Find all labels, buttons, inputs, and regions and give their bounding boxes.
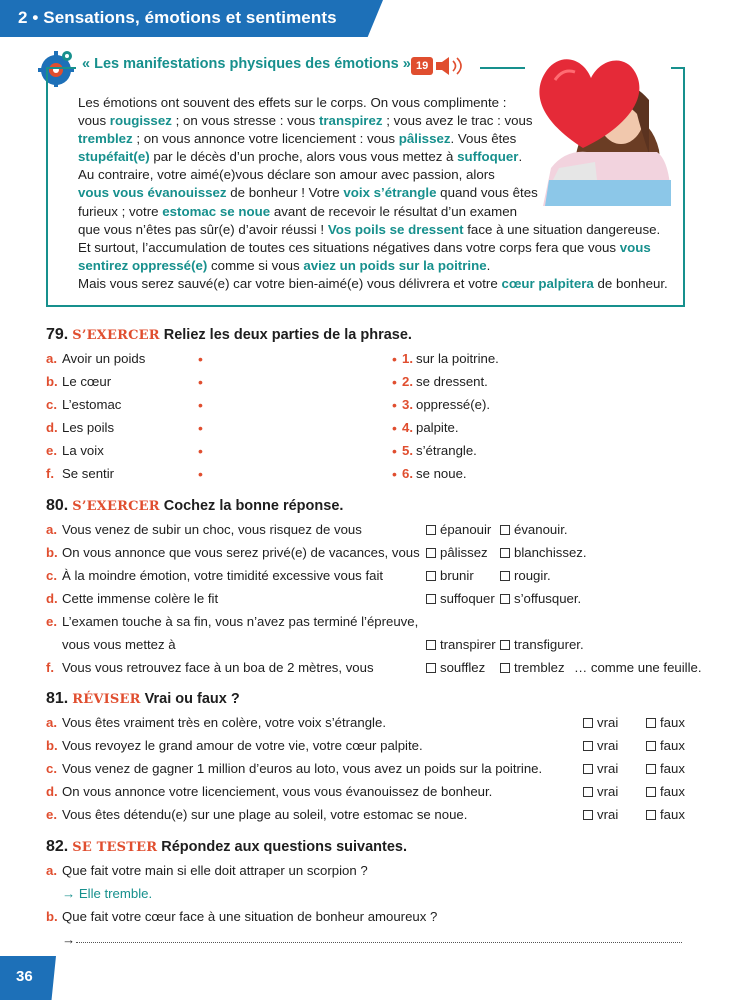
item-letter: c. [46,761,57,776]
true-false-row [46,760,696,778]
statement-text: Vous revoyez le grand amour de votre vie, votre cœur palpite. [62,738,423,753]
right-number: 3. [402,397,413,412]
highlighted-expression: vous [619,239,651,255]
text-segment: Et surtout, l’accumulation de toutes ces situations négatives dans votre corps fera que vous [78,239,620,255]
false-label: faux [660,715,685,730]
option-1[interactable] [426,544,488,562]
highlighted-expression: estomac se noue [162,203,271,219]
false-label: faux [660,807,685,822]
text-segment: vous [78,113,110,129]
reading-line [78,112,678,130]
answer-line[interactable] [76,942,682,943]
multiple-choice-row [46,521,706,539]
false-label: faux [660,784,685,799]
match-dot-right[interactable]: • [392,420,397,436]
left-phrase: Les poils [62,420,115,435]
checkbox[interactable] [500,640,510,650]
chapter-title: 2 • Sensations, émotions et sentiments [18,8,337,27]
option-label: blanchissez. [514,545,587,560]
false-label: faux [660,761,685,776]
exercise-79-title [46,326,412,344]
multiple-choice-row [46,590,706,608]
right-number: 1. [402,351,413,366]
checkbox[interactable] [583,741,593,751]
option-label: pâlissez [440,545,488,560]
item-letter: f. [46,466,55,481]
question-text: Vous vous retrouvez face à un boa de 2 mètres, vous [62,660,374,675]
item-letter: e. [46,443,57,458]
checkbox[interactable] [583,718,593,728]
option-label: brunir [440,568,474,583]
exercise-81-title [46,690,240,708]
text-segment: furieux ; votre [78,203,163,219]
left-phrase: La voix [62,443,104,458]
text-segment: de bonheur. [593,275,668,291]
true-label: vrai [597,761,619,776]
checkbox[interactable] [500,548,510,558]
true-option[interactable] [583,760,618,778]
checkbox[interactable] [426,594,436,604]
checkbox[interactable] [500,594,510,604]
checkbox[interactable] [426,548,436,558]
true-false-row [46,737,696,755]
highlighted-expression: transpirez [318,113,383,129]
true-false-row [46,714,696,732]
question-text: Cette immense colère le fit [62,591,219,606]
true-option[interactable] [583,806,618,824]
item-letter: d. [46,784,58,799]
text-segment: ; vous avez le trac : vous [382,113,533,129]
multiple-choice-row [46,544,706,562]
checkbox[interactable] [583,787,593,797]
exercise-instruction: Vrai ou faux ? [144,691,240,707]
text-segment: comme si vous [207,257,304,273]
false-option[interactable] [646,806,685,824]
text-segment: Au contraire, votre aimé(e)vous déclare son amour avec passion, alors [78,167,495,183]
question-text: Vous venez de subir un choc, vous risquez de vous [62,522,362,537]
highlighted-expression: rougissez [109,113,172,129]
highlighted-expression: voix s’étrangle [343,185,437,201]
text-segment: quand vous êtes [436,185,538,201]
left-phrase: Avoir un poids [62,351,146,366]
match-dot-right[interactable]: • [392,397,397,413]
reading-line [78,257,678,275]
left-phrase: Le cœur [62,374,112,389]
question-row [46,908,437,926]
page-number: 36 [16,968,33,985]
text-segment: ; on vous stresse : vous [171,113,319,129]
exercise-instruction: Reliez les deux parties de la phrase. [163,327,412,343]
sentence-ending: … comme une feuille. [574,660,702,675]
false-option[interactable] [646,760,685,778]
track-number: 19 [411,57,433,75]
right-phrase: sur la poitrine. [416,351,499,366]
false-option[interactable] [646,783,685,801]
item-letter: a. [46,351,57,366]
exercise-instruction: Cochez la bonne réponse. [163,498,344,514]
highlighted-expression: Vos poils se dressent [327,221,464,237]
highlighted-expression: cœur palpitera [501,275,594,291]
text-segment: face à une situation dangereuse. [463,221,661,237]
item-letter: b. [46,545,58,560]
matching-row [46,373,686,391]
exercise-type: S’EXERCER [72,499,160,514]
item-letter: b. [46,909,58,924]
item-letter: d. [46,591,58,606]
item-letter: c. [46,397,57,412]
exercise-number: 81. [46,690,69,707]
false-option[interactable] [646,737,685,755]
multiple-choice-row [46,613,706,631]
text-segment: Les émotions ont souvent des effets sur le corps. On vous complimente : [78,95,507,110]
exercise-type: S’EXERCER [72,328,160,343]
item-letter: f. [46,660,55,675]
checkbox[interactable] [426,525,436,535]
exercise-number: 79. [46,326,69,343]
multiple-choice-row [46,659,706,677]
matching-row [46,465,686,483]
checkbox[interactable] [646,810,656,820]
match-dot-left[interactable]: • [198,443,203,459]
match-dot-left[interactable]: • [198,466,203,482]
item-letter: a. [46,715,57,730]
question-text: Que fait votre cœur face à une situation de bonheur amoureux ? [62,909,438,924]
right-number: 6. [402,466,413,481]
left-phrase: L’estomac [62,397,122,412]
reading-line [78,130,678,148]
section-title: « Les manifestations physiques des émotions » [82,56,411,72]
question-text: À la moindre émotion, votre timidité excessive vous fait [62,568,384,583]
option-2[interactable] [500,544,587,562]
true-label: vrai [597,715,619,730]
option-label: soufflez [440,660,486,675]
text-segment: que vous n’êtes pas sûr(e) d’avoir réussi ! [78,221,328,237]
checkbox[interactable] [500,525,510,535]
true-false-row [46,806,696,824]
text-segment: . Vous êtes [450,131,517,147]
question-text: On vous annonce que vous serez privé(e) de vacances, vous [62,545,420,560]
reading-line [78,184,678,202]
option-2[interactable] [500,567,551,585]
text-segment: Mais vous serez sauvé(e) car votre bien-aimé(e) vous délivrera et votre [78,275,502,291]
match-dot-right[interactable]: • [392,466,397,482]
right-phrase: se dressent. [416,374,488,389]
option-2[interactable] [500,521,568,539]
checkbox[interactable] [426,663,436,673]
reading-line [78,166,678,184]
option-2[interactable] [500,659,565,677]
highlighted-expression: tremblez [78,131,133,147]
statement-text: Vous êtes vraiment très en colère, votre voix s’étrangle. [62,715,386,730]
match-dot-left[interactable]: • [198,374,203,390]
match-dot-right[interactable]: • [392,374,397,390]
question-text: L’examen touche à sa fin, vous n’avez pas terminé l’épreuve, [62,614,419,629]
text-segment: ; on vous annonce votre licenciement : vous [132,131,399,147]
highlighted-expression: vous vous évanouissez [78,185,227,201]
matching-row [46,396,686,414]
right-number: 4. [402,420,413,435]
highlighted-expression: stupéfait(e) [78,149,150,165]
exercise-instruction: Répondez aux questions suivantes. [161,839,407,855]
highlighted-expression: aviez un poids sur la poitrine [303,257,487,273]
sample-answer: → Elle tremble. [62,886,153,901]
option-1[interactable] [426,521,491,539]
right-phrase: oppressé(e). [416,397,491,412]
text-segment: . [518,149,523,165]
match-dot-left[interactable]: • [198,397,203,413]
question-text: Que fait votre main si elle doit attraper un scorpion ? [62,863,368,878]
item-letter: d. [46,420,58,435]
reading-line [78,275,678,293]
text-segment: de bonheur ! Votre [226,185,344,201]
matching-row [46,419,686,437]
item-letter: b. [46,738,58,753]
answer-row[interactable] [46,931,686,949]
statement-text: On vous annonce votre licenciement, vous vous évanouissez de bonheur. [62,784,493,799]
statement-text: Vous venez de gagner 1 million d’euros au loto, vous avez un poids sur la poitrine. [62,761,543,776]
true-label: vrai [597,807,619,822]
checkbox[interactable] [583,764,593,774]
reading-text [78,94,678,293]
checkbox[interactable] [646,741,656,751]
false-label: faux [660,738,685,753]
highlighted-expression: sentirez oppressé(e) [78,257,208,273]
text-segment: . [486,257,491,273]
true-false-row [46,783,696,801]
option-label: rougir. [514,568,551,583]
reading-line [78,94,678,112]
true-option[interactable] [583,783,618,801]
exercise-number: 82. [46,838,69,855]
match-dot-right[interactable]: • [392,351,397,367]
text-segment: par le décès d’un proche, alors vous vous mettez à [149,149,458,165]
reading-line [78,148,678,166]
option-label: s’offusquer. [514,591,582,606]
false-option[interactable] [646,714,685,732]
highlighted-expression: pâlissez [398,131,451,147]
true-label: vrai [597,738,619,753]
option-1[interactable] [426,567,474,585]
reading-line [78,203,678,221]
option-label: épanouir [440,522,492,537]
multiple-choice-row-continued [46,636,706,654]
question-text-continued: vous vous mettez à [62,637,176,652]
option-label: suffoquer [440,591,495,606]
option-2[interactable] [500,590,581,608]
right-phrase: s’étrangle. [416,443,477,458]
text-segment: avant de recevoir le résultat d’un examen [270,203,518,219]
true-option[interactable] [583,737,618,755]
option-1[interactable] [426,659,485,677]
reading-line [78,221,678,239]
item-letter: a. [46,863,57,878]
matching-row [46,442,686,460]
exercise-80-title [46,497,343,515]
checkbox[interactable] [426,640,436,650]
reading-line [78,239,678,257]
checkbox[interactable] [500,571,510,581]
item-letter: e. [46,614,57,629]
right-number: 2. [402,374,413,389]
answer-arrow: → [62,932,76,947]
option-1[interactable] [426,590,495,608]
answer-row [46,885,686,903]
checkbox[interactable] [646,764,656,774]
highlighted-expression: suffoquer [457,149,519,165]
exercise-82-title [46,838,407,856]
frame-top-left [46,67,76,69]
question-row [46,862,368,880]
checkbox[interactable] [646,718,656,728]
checkbox[interactable] [646,787,656,797]
option-1[interactable] [426,636,496,654]
checkbox[interactable] [500,663,510,673]
true-option[interactable] [583,714,618,732]
option-2[interactable] [500,636,584,654]
exercise-number: 80. [46,497,69,514]
item-letter: b. [46,374,58,389]
matching-row [46,350,686,368]
exercise-type: SE TESTER [72,840,158,855]
match-dot-left[interactable]: • [198,420,203,436]
item-letter: a. [46,522,57,537]
option-label: transfigurer. [514,637,584,652]
option-label: évanouir. [514,522,568,537]
left-phrase: Se sentir [62,466,115,481]
option-label: tremblez [514,660,565,675]
true-label: vrai [597,784,619,799]
option-label: transpirer [440,637,496,652]
match-dot-left[interactable]: • [198,351,203,367]
statement-text: Vous êtes détendu(e) sur une plage au soleil, votre estomac se noue. [62,807,468,822]
item-letter: c. [46,568,57,583]
right-phrase: se noue. [416,466,467,481]
match-dot-right[interactable]: • [392,443,397,459]
exercise-type: RÉVISER [72,692,141,707]
checkbox[interactable] [426,571,436,581]
right-number: 5. [402,443,413,458]
item-letter: e. [46,807,57,822]
multiple-choice-row [46,567,706,585]
right-phrase: palpite. [416,420,459,435]
checkbox[interactable] [583,810,593,820]
